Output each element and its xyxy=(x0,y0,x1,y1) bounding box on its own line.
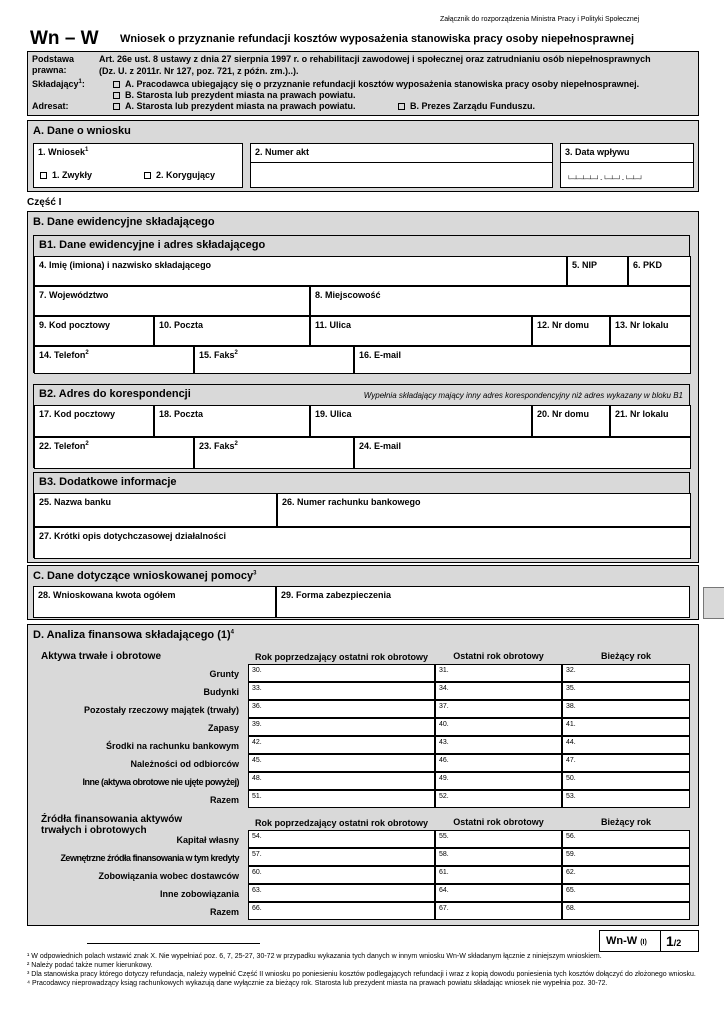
field-7-voivodeship[interactable] xyxy=(34,286,310,316)
checkbox-icon[interactable] xyxy=(113,103,120,110)
cell-number: 48. xyxy=(252,775,262,782)
cell-number: 56. xyxy=(566,833,576,840)
amount-cell[interactable] xyxy=(435,830,562,848)
amount-cell[interactable] xyxy=(562,754,690,772)
cell-number: 40. xyxy=(439,721,449,728)
amount-cell[interactable] xyxy=(562,790,690,808)
cell-number: 34. xyxy=(439,685,449,692)
amount-cell[interactable] xyxy=(248,830,435,848)
row-label: Zapasy xyxy=(207,723,239,733)
amount-cell[interactable] xyxy=(435,664,562,682)
row-label: Inne zobowiązania xyxy=(159,889,239,899)
section-a-title: A. Dane o wniosku xyxy=(33,125,131,137)
field-15-fax[interactable] xyxy=(194,346,354,374)
amount-cell[interactable] xyxy=(562,884,690,902)
cell-number: 45. xyxy=(252,757,262,764)
checkbox-icon[interactable] xyxy=(144,172,151,179)
amount-cell[interactable] xyxy=(562,866,690,884)
financing-table xyxy=(33,813,690,923)
amount-cell[interactable] xyxy=(435,736,562,754)
submitter-option-a[interactable]: A. Pracodawca ubiegający się o przyznanie refundacji kosztów wyposażenia stanowiska pracy osoby niepełnosprawnej. xyxy=(113,79,639,89)
field-10-label: 10. Poczta xyxy=(159,320,204,330)
footnote-divider xyxy=(87,943,260,944)
submitter-label: Składający$^1$: xyxy=(32,79,85,89)
checkbox-icon[interactable] xyxy=(40,172,47,179)
cell-number: 60. xyxy=(252,869,262,876)
field-20-label: 20. Nr domu xyxy=(537,409,590,419)
cell-number: 62. xyxy=(566,869,576,876)
cell-number: 67. xyxy=(439,905,449,912)
cell-number: 68. xyxy=(566,905,576,912)
amount-cell[interactable] xyxy=(435,866,562,884)
field-24-email[interactable] xyxy=(354,437,691,469)
field-13-apartment[interactable] xyxy=(610,316,691,346)
field-5-nip[interactable] xyxy=(567,256,628,286)
amount-cell[interactable] xyxy=(435,790,562,808)
assets-title: Aktywa trwałe i obrotowe xyxy=(41,651,162,662)
field-19-label: 19. Ulica xyxy=(315,409,352,419)
col-current-year-2: Bieżący rok xyxy=(600,817,652,827)
field-23-fax[interactable] xyxy=(194,437,354,469)
field-4-label: 4. Imię (imiona) i nazwisko składającego xyxy=(39,260,212,270)
field-12-house-number[interactable] xyxy=(532,316,610,346)
footnote-4: ⁴ Pracodawcy nieprowadzący ksiąg rachunkowych wykazują dane wyłącznie za bieżący rok. Starosta lub prezydent miasta na prawach powiatu składając wniosek nie wypełnia poz. 30-72. xyxy=(27,980,608,987)
row-label: Razem xyxy=(209,907,239,917)
field-27-activity-description[interactable] xyxy=(34,527,691,559)
section-a xyxy=(27,120,699,192)
part-label: Część I xyxy=(27,197,62,208)
field-7-label: 7. Województwo xyxy=(39,290,109,300)
row-label: Pozostały rzeczowy majątek (trwały) xyxy=(83,705,239,715)
field-29-security-form[interactable] xyxy=(276,586,690,618)
field-19-street[interactable] xyxy=(310,405,532,437)
section-b-title: B. Dane ewidencyjne składającego xyxy=(33,216,215,228)
amount-cell[interactable] xyxy=(562,772,690,790)
amount-cell[interactable] xyxy=(435,754,562,772)
section-c xyxy=(27,565,699,620)
field-14-phone[interactable] xyxy=(34,346,194,374)
amount-cell[interactable] xyxy=(435,700,562,718)
cell-number: 50. xyxy=(566,775,576,782)
field-13-label: 13. Nr lokalu xyxy=(615,320,669,330)
field-10-post-office[interactable] xyxy=(154,316,310,346)
row-label: Zewnętrzne źródła finansowania w tym kredyty xyxy=(60,853,239,863)
cell-number: 53. xyxy=(566,793,576,800)
amount-cell[interactable] xyxy=(562,902,690,920)
amount-cell[interactable] xyxy=(562,718,690,736)
field-22-phone[interactable] xyxy=(34,437,194,469)
field-11-label: 11. Ulica xyxy=(315,320,352,330)
amount-cell[interactable] xyxy=(248,884,435,902)
block-b3 xyxy=(33,472,690,558)
cell-number: 41. xyxy=(566,721,576,728)
field-8-city[interactable] xyxy=(310,286,691,316)
cell-number: 58. xyxy=(439,851,449,858)
field-16-label: 16. E-mail xyxy=(359,350,402,360)
field-5-label: 5. NIP xyxy=(572,260,598,270)
amount-cell[interactable] xyxy=(248,700,435,718)
field-16-email[interactable] xyxy=(354,346,691,374)
field-2-case-number[interactable] xyxy=(250,143,553,188)
cell-number: 61. xyxy=(439,869,449,876)
amount-cell[interactable] xyxy=(248,866,435,884)
cell-number: 37. xyxy=(439,703,449,710)
col-prev-year-2: Rok poprzedzający ostatni rok obrotowy xyxy=(254,818,429,828)
field-11-street[interactable] xyxy=(310,316,532,346)
col-last-year: Ostatni rok obrotowy xyxy=(453,651,544,661)
cell-number: 47. xyxy=(566,757,576,764)
field-26-label: 26. Numer rachunku bankowego xyxy=(282,497,421,507)
col-current-year: Bieżący rok xyxy=(600,651,652,661)
row-label: Kapitał własny xyxy=(176,835,239,845)
cell-number: 39. xyxy=(252,721,262,728)
col-last-year-2: Ostatni rok obrotowy xyxy=(453,817,544,827)
b1-title: B1. Dane ewidencyjne i adres składającego xyxy=(39,239,266,251)
field-12-label: 12. Nr domu xyxy=(537,320,590,330)
option-regular[interactable]: 1. Zwykły xyxy=(40,170,92,180)
cell-number: 59. xyxy=(566,851,576,858)
field-4-name[interactable] xyxy=(34,256,567,286)
row-label: Zobowiązania wobec dostawców xyxy=(98,871,239,881)
annex-note: Załącznik do rozporządzenia Ministra Pracy i Polityki Społecznej xyxy=(440,16,640,23)
footnote-2: ² Należy podać także numer kierunkowy. xyxy=(27,962,153,969)
cell-number: 38. xyxy=(566,703,576,710)
page-box xyxy=(599,930,699,952)
amount-cell[interactable] xyxy=(562,830,690,848)
field-17-label: 17. Kod pocztowy xyxy=(39,409,116,419)
field-24-label: 24. E-mail xyxy=(359,441,402,451)
cell-number: 46. xyxy=(439,757,449,764)
amount-cell[interactable] xyxy=(562,682,690,700)
amount-cell[interactable] xyxy=(248,848,435,866)
amount-cell[interactable] xyxy=(435,718,562,736)
field-9-postal-code[interactable] xyxy=(34,316,154,346)
financing-title: Źródła finansowania aktywów trwałych i obrotowych xyxy=(41,814,183,836)
amount-cell[interactable] xyxy=(562,664,690,682)
field-17-postal-code[interactable] xyxy=(34,405,154,437)
field-25-label: 25. Nazwa banku xyxy=(39,497,112,507)
field-21-label: 21. Nr lokalu xyxy=(615,409,669,419)
cell-number: 32. xyxy=(566,667,576,674)
basis-text-1: Art. 26e ust. 8 ustawy z dnia 27 sierpnia 1997 r. o rehabilitacji zawodowej i społecznej oraz zatrudnianiu osób niepełnosprawnych xyxy=(99,54,651,64)
amount-cell[interactable] xyxy=(435,682,562,700)
section-b xyxy=(27,211,699,563)
cell-number: 66. xyxy=(252,905,262,912)
cell-number: 63. xyxy=(252,887,262,894)
cell-number: 30. xyxy=(252,667,262,674)
assets-table xyxy=(33,647,690,811)
cell-number: 52. xyxy=(439,793,449,800)
cell-number: 35. xyxy=(566,685,576,692)
addressee-label: Adresat: xyxy=(32,101,69,111)
cell-number: 43. xyxy=(439,739,449,746)
addressee-option-a[interactable]: A. Starosta lub prezydent miasta na prawach powiatu. xyxy=(113,101,356,111)
cell-number: 64. xyxy=(439,887,449,894)
checkbox-icon[interactable] xyxy=(398,103,405,110)
side-tab xyxy=(703,587,724,619)
b2-note: Wypełnia składający mający inny adres korespondencyjny niż adres wykazany w bloku B1 xyxy=(363,391,683,400)
amount-cell[interactable] xyxy=(435,772,562,790)
cell-number: 36. xyxy=(252,703,262,710)
basis-label: Podstawa prawna: xyxy=(32,54,75,75)
col-prev-year: Rok poprzedzający ostatni rok obrotowy xyxy=(254,652,429,662)
form-title: Wniosek o przyznanie refundacji kosztów wyposażenia stanowiska pracy osoby niepełnosprawnej xyxy=(120,33,635,45)
field-8-label: 8. Miejscowość xyxy=(315,290,381,300)
amount-cell[interactable] xyxy=(248,772,435,790)
page-number: 1/2 xyxy=(666,933,682,949)
field-22-label: 22. Telefon$^2$ xyxy=(39,441,89,451)
field-21-apartment[interactable] xyxy=(610,405,691,437)
cell-number: 31. xyxy=(439,667,449,674)
cell-number: 44. xyxy=(566,739,576,746)
field-14-label: 14. Telefon$^2$ xyxy=(39,350,89,360)
field-28-label: 28. Wnioskowana kwota ogółem xyxy=(38,590,176,600)
amount-cell[interactable] xyxy=(248,754,435,772)
cell-number: 42. xyxy=(252,739,262,746)
cell-number: 33. xyxy=(252,685,262,692)
section-c-title: C. Dane dotyczące wnioskowanej pomocy$^3$ xyxy=(33,570,257,582)
header-block xyxy=(27,51,699,116)
field-23-label: 23. Faks$^2$ xyxy=(199,441,238,451)
date-mask: └─┴─┴─┴─┘-└─┴─┘-└─┴─┘ xyxy=(567,176,643,183)
amount-cell[interactable] xyxy=(248,790,435,808)
amount-cell[interactable] xyxy=(248,902,435,920)
b2-title: B2. Adres do korespondencji xyxy=(39,388,191,400)
amount-cell[interactable] xyxy=(562,848,690,866)
field-6-pkd[interactable] xyxy=(628,256,691,286)
field-27-label: 27. Krótki opis dotychczasowej działalności xyxy=(39,531,227,541)
footnote-3: ³ Dla stanowiska pracy którego dotyczy refundacja, należy wypełnić Część II wniosku po poniesieniu kosztów podlegających refundacji i wraz z kopią dowodu poniesienia tych kosztów dołączyć do złożonego wniosku. xyxy=(27,971,696,978)
field-28-requested-amount[interactable] xyxy=(33,586,276,618)
field-1-request[interactable] xyxy=(33,143,243,188)
amount-cell[interactable] xyxy=(562,700,690,718)
checkbox-icon[interactable] xyxy=(113,92,120,99)
page-code: Wn-W (I) xyxy=(606,935,647,947)
field-18-label: 18. Poczta xyxy=(159,409,204,419)
amount-cell[interactable] xyxy=(435,902,562,920)
option-correcting[interactable]: 2. Korygujący xyxy=(144,170,215,180)
amount-cell[interactable] xyxy=(562,736,690,754)
row-label: Należności od odbiorców xyxy=(130,759,239,769)
amount-cell[interactable] xyxy=(435,848,562,866)
cell-number: 54. xyxy=(252,833,262,840)
amount-cell[interactable] xyxy=(248,682,435,700)
block-b1 xyxy=(33,235,690,373)
row-label: Grunty xyxy=(209,669,239,679)
row-label: Inne (aktywa obrotowe nie ujęte powyżej) xyxy=(82,777,239,787)
row-label: Razem xyxy=(209,795,239,805)
field-3-label: 3. Data wpływu xyxy=(565,147,630,157)
field-1-label: 1. Wniosek$^1$ xyxy=(38,147,89,157)
cell-number: 51. xyxy=(252,793,262,800)
field-29-label: 29. Forma zabezpieczenia xyxy=(281,590,392,600)
addressee-option-b[interactable]: B. Prezes Zarządu Funduszu. xyxy=(398,101,535,111)
section-d-title: D. Analiza finansowa składającego $(1)^4$ xyxy=(33,629,234,641)
footnote-1: ¹ W odpowiednich polach wstawić znak X. Nie wypełniać poz. 6, 7, 25-27, 30-72 w przypadku wykazania tych danych w innym wniosku Wn-W składanym łącznie z niniejszym wnioskiem. xyxy=(27,953,602,960)
field-26-account-number[interactable] xyxy=(277,493,691,527)
checkbox-icon[interactable] xyxy=(113,81,120,88)
field-2-label: 2. Numer akt xyxy=(255,147,310,157)
row-label: Środki na rachunku bankowym xyxy=(105,741,239,751)
b3-title: B3. Dodatkowe informacje xyxy=(39,476,177,488)
block-b2 xyxy=(33,384,690,468)
footnotes xyxy=(27,952,699,988)
row-label: Budynki xyxy=(203,687,239,697)
amount-cell[interactable] xyxy=(435,884,562,902)
amount-cell[interactable] xyxy=(248,736,435,754)
cell-number: 49. xyxy=(439,775,449,782)
basis-text-2: (Dz. U. z 2011r. Nr 127, poz. 721, z późn. zm.)..). xyxy=(99,66,299,76)
field-20-house-number[interactable] xyxy=(532,405,610,437)
form-code: Wn – W xyxy=(30,28,99,49)
field-25-bank-name[interactable] xyxy=(34,493,277,527)
section-d xyxy=(27,624,699,926)
field-15-label: 15. Faks$^2$ xyxy=(199,350,238,360)
submitter-option-b[interactable]: B. Starosta lub prezydent miasta na prawach powiatu. xyxy=(113,90,356,100)
field-6-label: 6. PKD xyxy=(633,260,663,270)
cell-number: 55. xyxy=(439,833,449,840)
amount-cell[interactable] xyxy=(248,664,435,682)
field-9-label: 9. Kod pocztowy xyxy=(39,320,111,330)
amount-cell[interactable] xyxy=(248,718,435,736)
cell-number: 65. xyxy=(566,887,576,894)
cell-number: 57. xyxy=(252,851,262,858)
field-18-post-office[interactable] xyxy=(154,405,310,437)
field-3-receipt-date[interactable] xyxy=(560,143,694,188)
